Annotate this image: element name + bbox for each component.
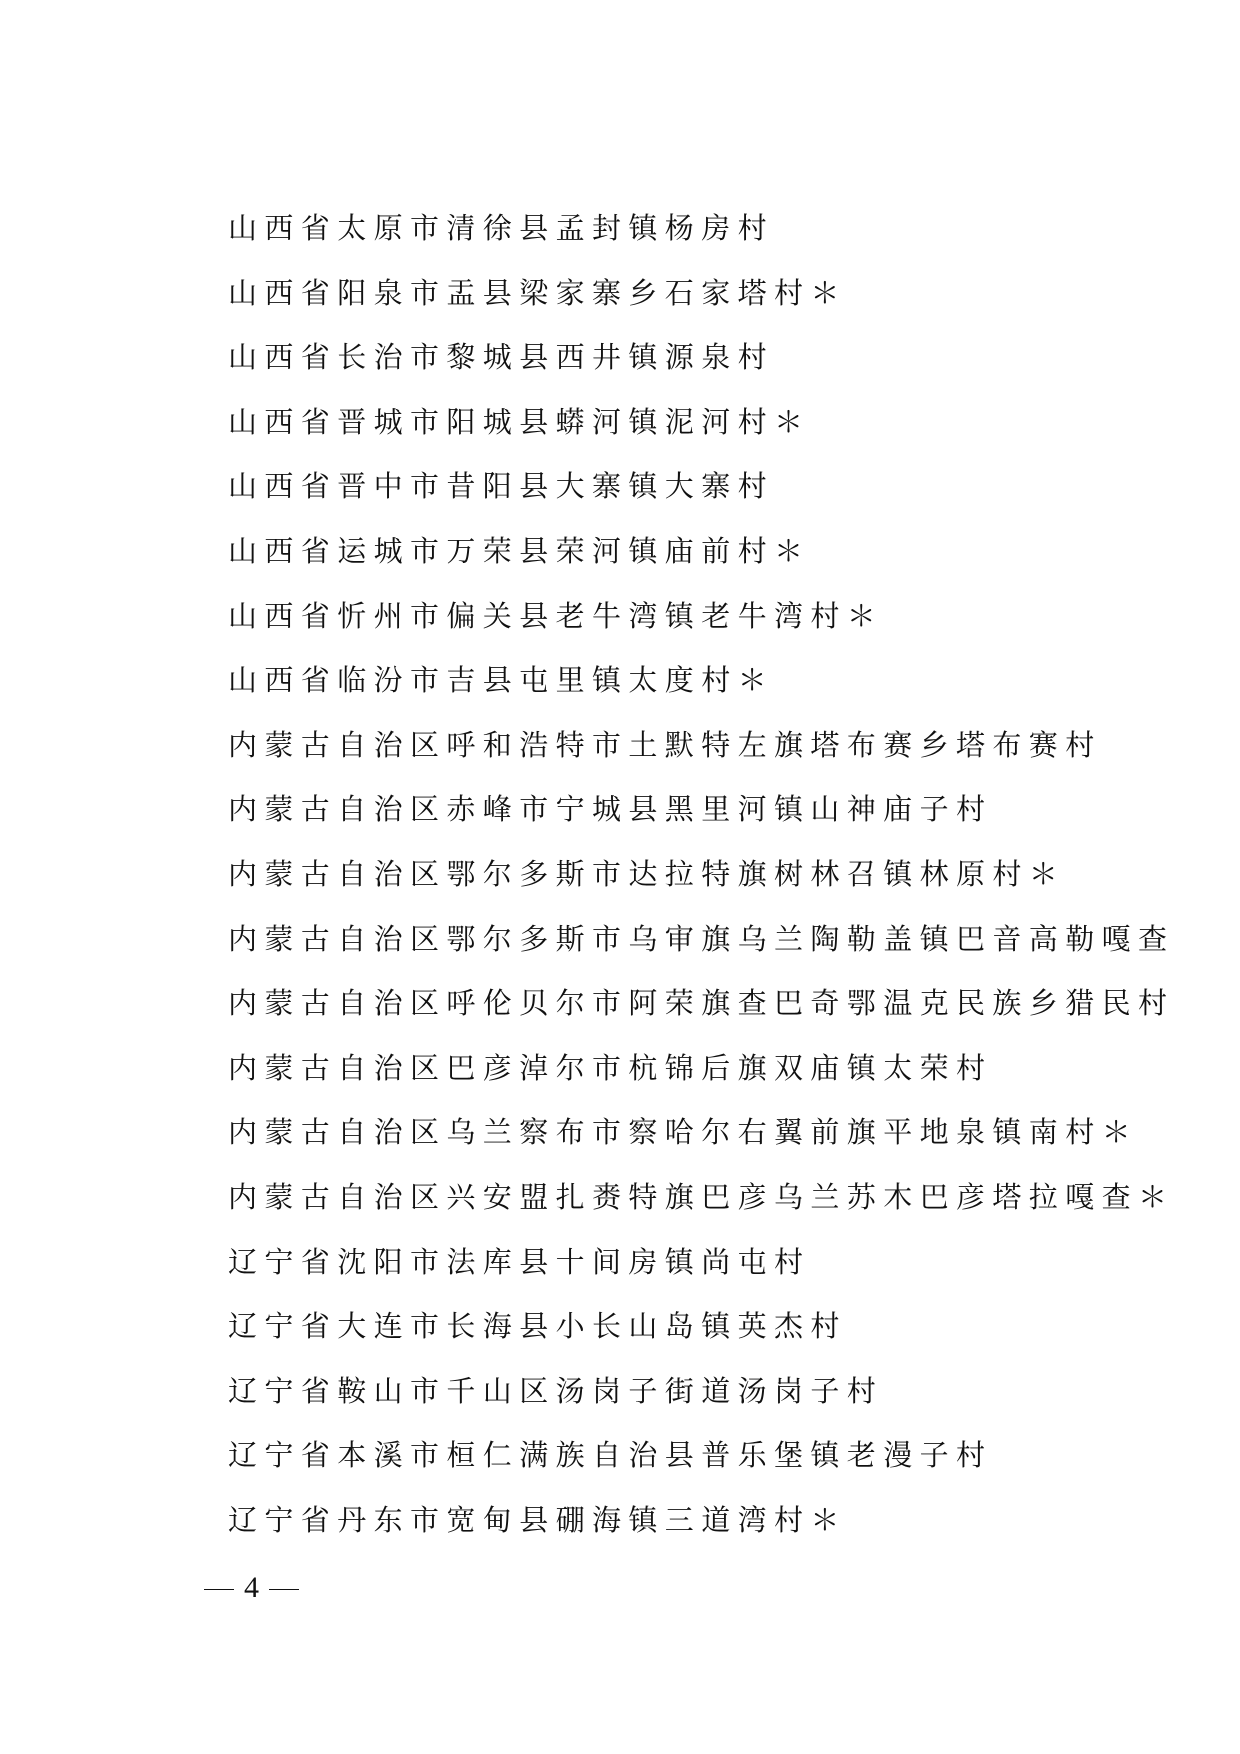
page-number-footer	[204, 1568, 299, 1608]
list-item: 辽宁省沈阳市法库县十间房镇尚屯村	[228, 1244, 811, 1279]
list-item: 内蒙古自治区呼伦贝尔市阿荣旗查巴奇鄂温克民族乡猎民村	[228, 986, 1175, 1021]
list-item: 内蒙古自治区乌兰察布市察哈尔右翼前旗平地泉镇南村＊	[228, 1115, 1139, 1150]
folio-dash-right	[269, 1589, 299, 1590]
folio-dash-left	[204, 1589, 234, 1590]
list-item: 内蒙古自治区鄂尔多斯市达拉特旗树林召镇林原村＊	[228, 856, 1066, 891]
list-item: 山西省临汾市吉县屯里镇太度村＊	[228, 663, 775, 698]
list-item: 辽宁省大连市长海县小长山岛镇英杰村	[228, 1309, 847, 1344]
list-item: 山西省运城市万荣县荣河镇庙前村＊	[228, 533, 811, 568]
list-item: 内蒙古自治区兴安盟扎赉特旗巴彦乌兰苏木巴彦塔拉嘎查＊	[228, 1179, 1175, 1214]
list-item: 辽宁省丹东市宽甸县硼海镇三道湾村＊	[228, 1502, 847, 1537]
list-item: 山西省太原市清徐县孟封镇杨房村	[228, 211, 775, 245]
list-item: 辽宁省鞍山市千山区汤岗子街道汤岗子村	[228, 1373, 884, 1408]
list-item: 内蒙古自治区巴彦淖尔市杭锦后旗双庙镇太荣村	[228, 1050, 993, 1085]
list-item: 山西省晋中市昔阳县大寨镇大寨村	[228, 469, 775, 504]
list-item: 内蒙古自治区鄂尔多斯市乌审旗乌兰陶勒盖镇巴音高勒嘎查	[228, 921, 1175, 956]
list-item: 内蒙古自治区赤峰市宁城县黑里河镇山神庙子村	[228, 792, 993, 827]
list-item: 山西省阳泉市盂县梁家寨乡石家塔村＊	[228, 275, 847, 310]
list-item: 山西省晋城市阳城县蟒河镇泥河村＊	[228, 404, 811, 439]
list-item: 辽宁省本溪市桓仁满族自治县普乐堡镇老漫子村	[228, 1438, 993, 1473]
list-item: 山西省忻州市偏关县老牛湾镇老牛湾村＊	[228, 598, 884, 633]
village-list	[228, 202, 1174, 1558]
list-item: 内蒙古自治区呼和浩特市土默特左旗塔布赛乡塔布赛村	[228, 727, 1102, 762]
page-number: 4	[244, 1571, 259, 1604]
list-item: 山西省长治市黎城县西井镇源泉村	[228, 340, 775, 375]
